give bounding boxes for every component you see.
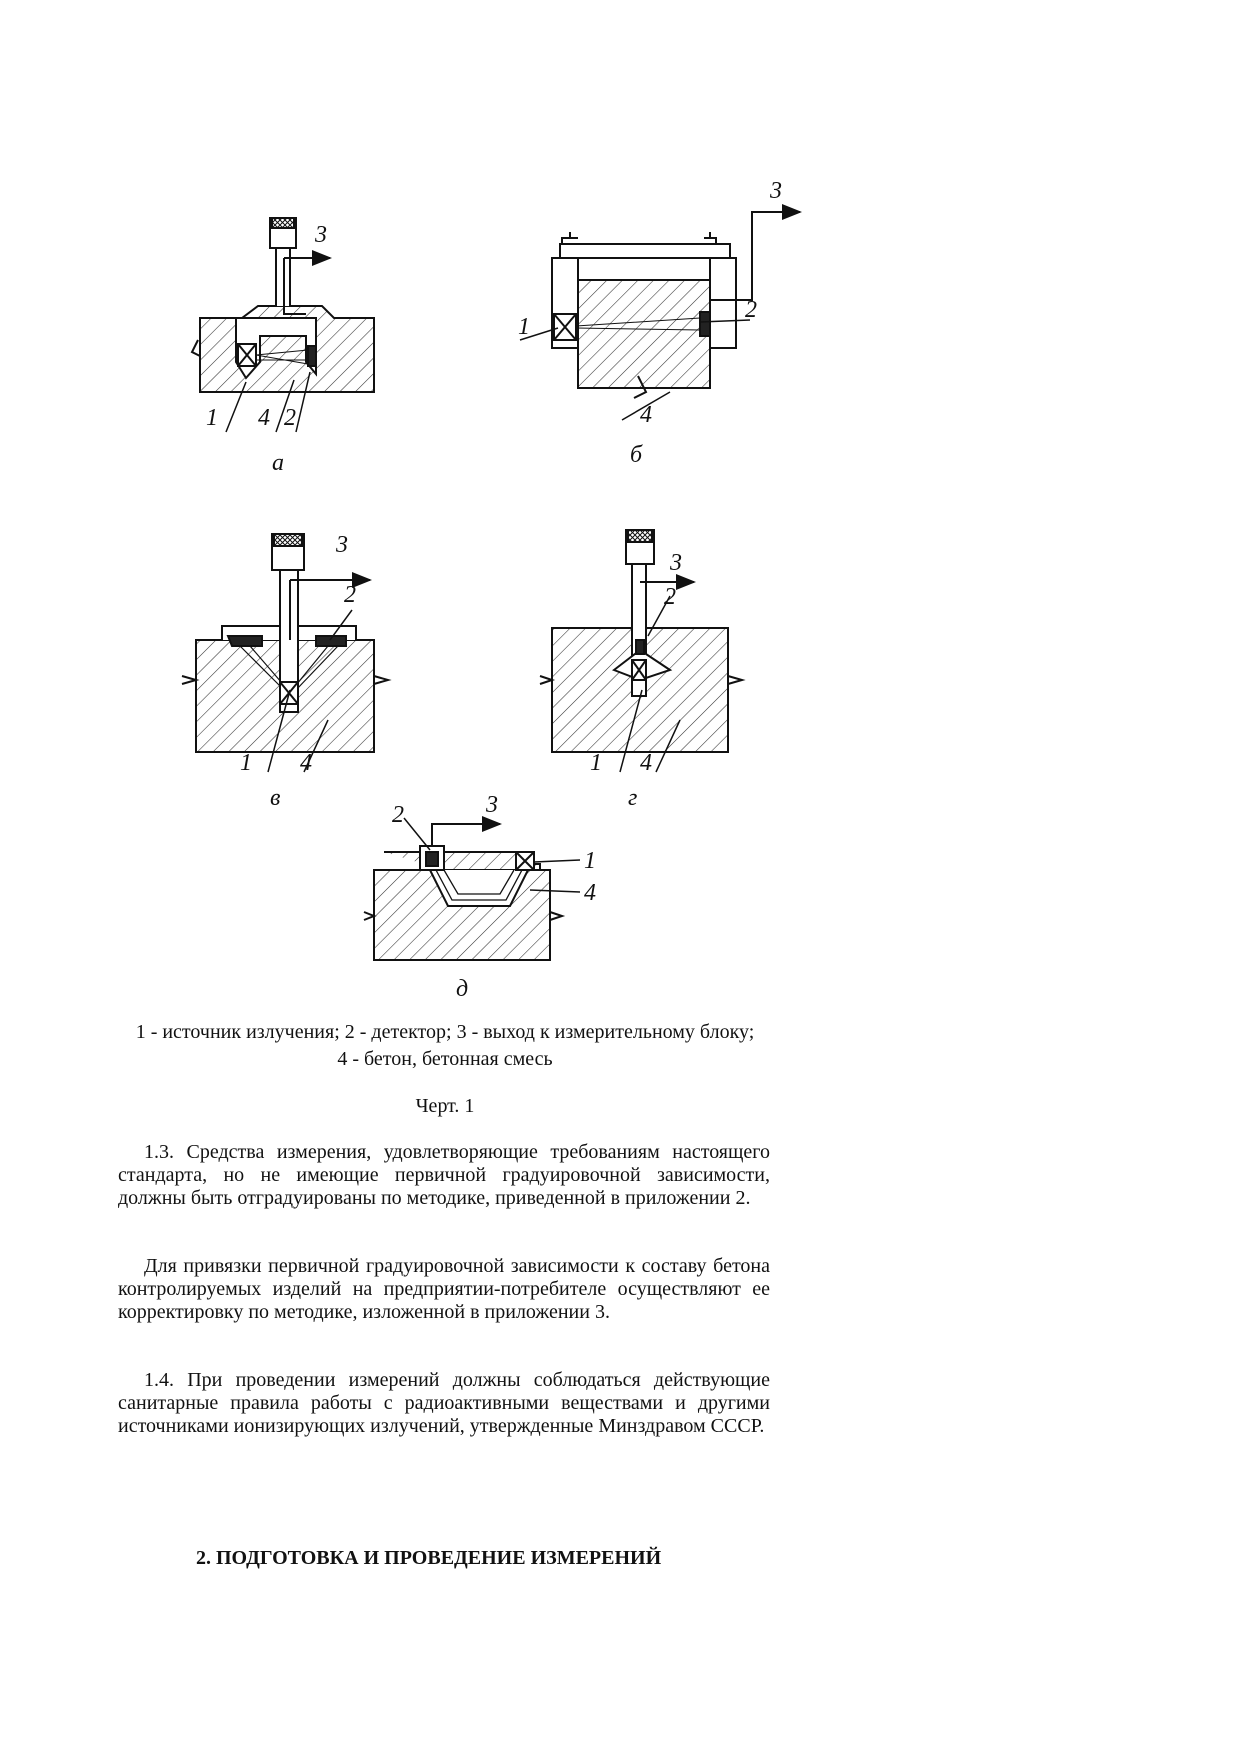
panel-g-drawing xyxy=(540,530,742,772)
panel-v-letter: в xyxy=(270,785,281,811)
panel-a-drawing xyxy=(192,218,374,432)
drawing-number: Черт. 1 xyxy=(415,1095,475,1117)
panel-d-label-source: 1 xyxy=(584,848,596,874)
panel-a-label-source: 1 xyxy=(206,405,218,431)
panel-d-letter: д xyxy=(456,976,469,1002)
panel-b-label-concrete: 4 xyxy=(640,402,652,428)
figure-caption-line-2: 4 - бетон, бетонная смесь xyxy=(337,1048,553,1070)
panel-v-drawing xyxy=(182,534,388,772)
panel-b-drawing xyxy=(520,212,800,420)
panel-d-label-output: 3 xyxy=(486,792,498,818)
panel-b-letter: б xyxy=(630,442,643,468)
paragraph-1-4: 1.4. При проведении измерений должны соблюдаться действующие санитарные правила работы с радиоактивными веществами и другими источниками ионизирующих излучений, утвержденные Минздравом СССР. xyxy=(118,1369,770,1437)
panel-v-label-detector: 2 xyxy=(344,582,356,608)
panel-v-label-source: 1 xyxy=(240,750,252,776)
panel-a-label-detector: 2 xyxy=(284,405,296,431)
panel-g-label-source: 1 xyxy=(590,750,602,776)
paragraph-binding: Для привязки первичной градуировочной зависимости к составу бетона контролируемых изделий на предприятии-потребителе осуществляют ее корректировку по методике, изложенной в приложении 3. xyxy=(118,1255,770,1323)
panel-b-label-output: 3 xyxy=(770,178,782,204)
panel-a-letter: а xyxy=(272,450,284,476)
section-heading: 2. ПОДГОТОВКА И ПРОВЕДЕНИЕ ИЗМЕРЕНИЙ xyxy=(196,1547,662,1569)
figure-caption-line-1: 1 - источник излучения; 2 - детектор; 3 - выход к измерительному блоку; xyxy=(135,1021,755,1043)
panel-a-label-concrete: 4 xyxy=(258,405,270,431)
panel-b-label-detector: 2 xyxy=(745,297,757,323)
panel-g-letter: г xyxy=(628,785,638,811)
panel-d-drawing xyxy=(364,818,580,960)
panel-v-label-concrete: 4 xyxy=(300,750,312,776)
panel-g-label-detector: 2 xyxy=(664,584,676,610)
paragraph-1-3: 1.3. Средства измерения, удовлетворяющие требованиям настоящего стандарта, но не имеющие первичной градуировочной зависимости, должны быть отградуированы по методике, приведенной в приложении 2. xyxy=(118,1141,770,1209)
panel-b-label-source: 1 xyxy=(518,314,530,340)
panel-a-label-output: 3 xyxy=(315,222,327,248)
panel-v-label-output: 3 xyxy=(336,532,348,558)
panel-d-label-concrete: 4 xyxy=(584,880,596,906)
panel-g-label-output: 3 xyxy=(670,550,682,576)
panel-g-label-concrete: 4 xyxy=(640,750,652,776)
panel-d-label-detector: 2 xyxy=(392,802,404,828)
